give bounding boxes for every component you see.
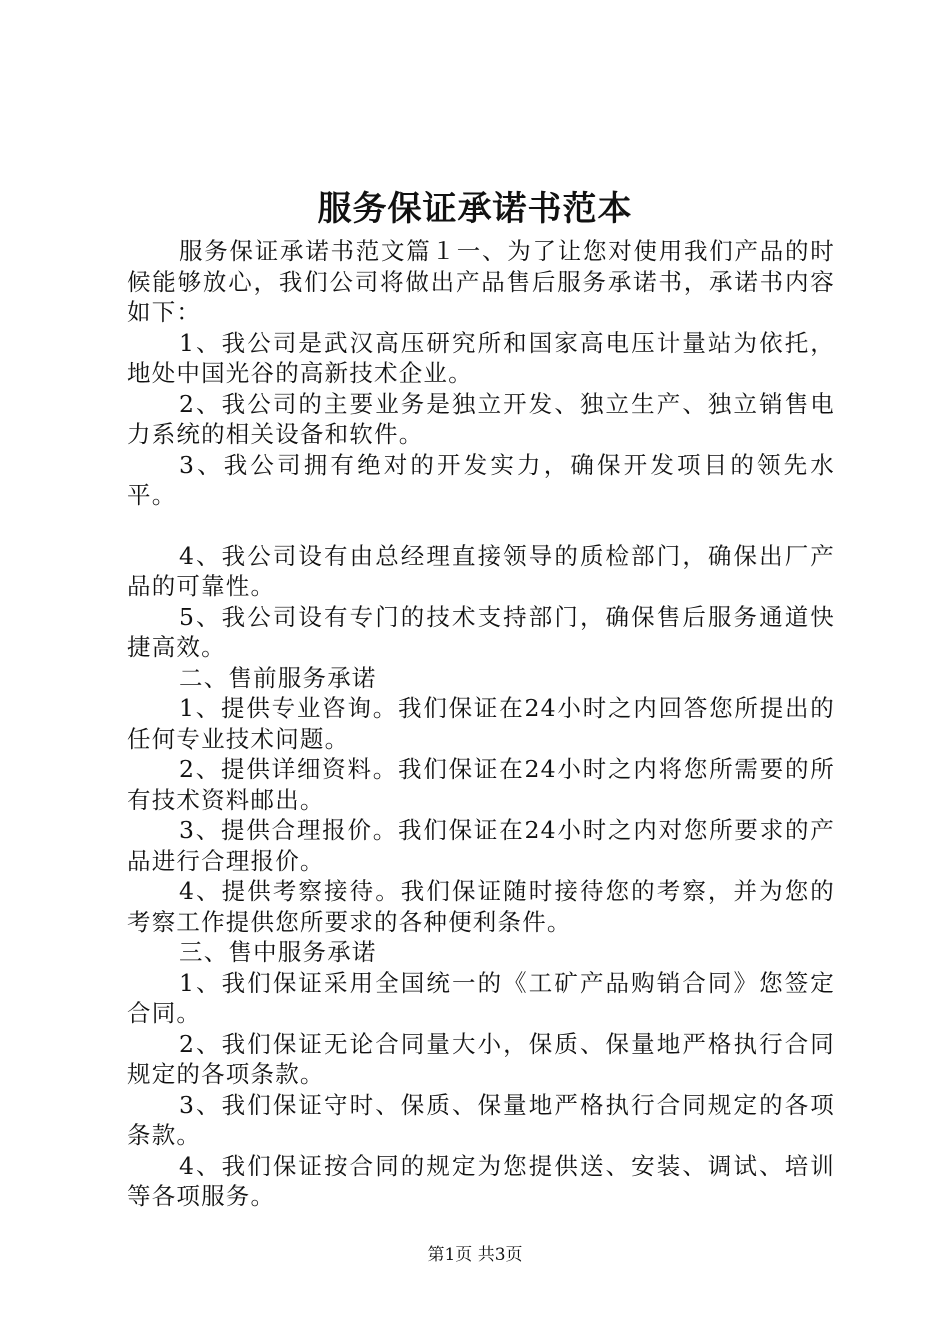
paragraph-presale-2: 2、提供详细资料。我们保证在24小时之内将您所需要的所有技术资料邮出。 [127,755,835,814]
paragraph-insale-2: 2、我们保证无论合同量大小，保质、保量地严格执行合同规定的各项条款。 [127,1029,835,1088]
document-title: 服务保证承诺书范本 [317,189,633,229]
paragraph-item-4: 4、我公司设有由总经理直接领导的质检部门，确保出厂产品的可靠性。 [127,541,835,600]
paragraph-insale-3: 3、我们保证守时、保质、保量地严格执行合同规定的各项条款。 [127,1090,835,1149]
paragraph-presale-3: 3、提供合理报价。我们保证在24小时之内对您所要求的产品进行合理报价。 [127,816,835,875]
paragraph-presale-1: 1、提供专业咨询。我们保证在24小时之内回答您所提出的任何专业技术问题。 [127,694,835,753]
paragraph-item-5: 5、我公司设有专门的技术支持部门，确保售后服务通道快捷高效。 [127,602,835,661]
paragraph-item-1: 1、我公司是武汉高压研究所和国家高电压计量站为依托，地处中国光谷的高新技术企业。 [127,328,835,387]
paragraph-presale-4: 4、提供考察接待。我们保证随时接待您的考察，并为您的考察工作提供您所要求的各种便利条件。 [127,877,835,936]
section-heading-insale: 三、售中服务承诺 [179,938,377,966]
paragraph-item-3: 3、我公司拥有绝对的开发实力，确保开发项目的领先水平。 [127,450,835,509]
paragraph-intro: 服务保证承诺书范文篇１一、为了让您对使用我们产品的时候能够放心，我们公司将做出产品售后服务承诺书，承诺书内容如下： [127,237,835,326]
paragraph-insale-1: 1、我们保证采用全国统一的《工矿产品购销合同》您签定合同。 [127,968,835,1027]
paragraph-insale-4: 4、我们保证按合同的规定为您提供送、安装、调试、培训等各项服务。 [127,1151,835,1210]
paragraph-item-2: 2、我公司的主要业务是独立开发、独立生产、独立销售电力系统的相关设备和软件。 [127,389,835,448]
document-body [127,236,835,1212]
page-footer: 第1页 共3页 [427,1245,523,1265]
section-heading-presale: 二、售前服务承诺 [179,663,377,692]
